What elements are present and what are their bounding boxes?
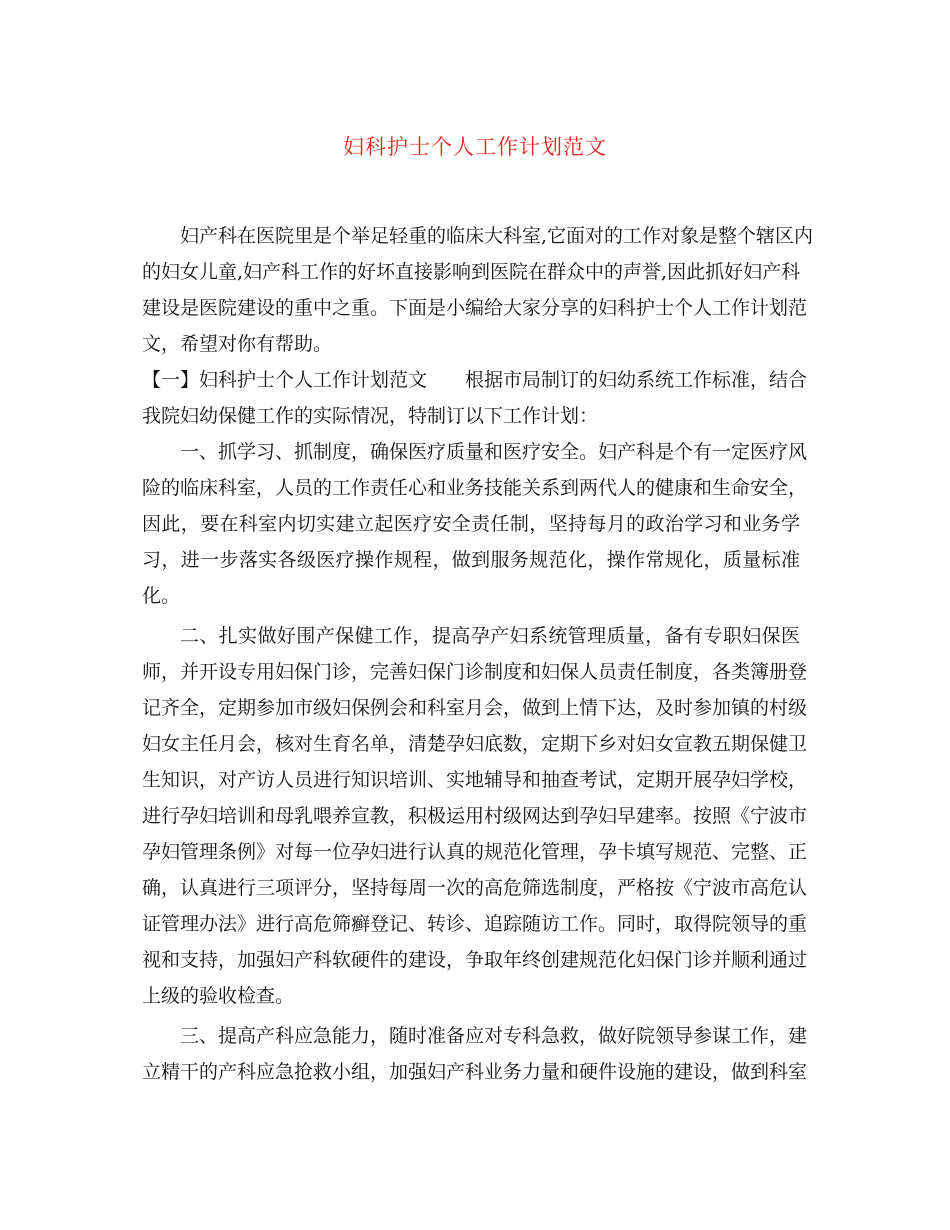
text-line: 二、扎实做好围产保健工作，提高孕产妇系统管理质量，备有专职妇保医 [180, 625, 800, 647]
text-line: 险的临床科室，人员的工作责任心和业务技能关系到两代人的健康和生命安全， [142, 477, 808, 499]
paragraph [142, 1018, 808, 1090]
text-line: 立精干的产科应急抢救小组，加强妇产科业务力量和硬件设施的建设，做到科室 [142, 1061, 808, 1083]
paragraph [142, 618, 808, 1014]
text-line: 习，进一步落实各级医疗操作规程，做到服务规范化，操作常规化，质量标准 [142, 549, 800, 571]
text-line: 确，认真进行三项评分，坚持每周一次的高危筛选制度，严格按《宁波市高危认 [142, 877, 808, 899]
paragraph [142, 362, 808, 434]
text-line: 进行孕妇培训和母乳喂养宣教，积极运用村级网达到孕妇早建率。按照《宁波市 [142, 805, 808, 827]
document-body [142, 218, 814, 1090]
text-line: 化。 [142, 585, 181, 607]
text-line: 的妇女儿童,妇产科工作的好坏直接影响到医院在群众中的声誉,因此抓好妇产科 [142, 261, 801, 283]
document-title: 妇科护士个人工作计划范文 [343, 135, 607, 159]
text-line: 生知识，对产访人员进行知识培训、实地辅导和抽查考试，定期开展孕妇学校， [142, 769, 808, 791]
text-line: 文，希望对你有帮助。 [142, 333, 333, 355]
text-line: 证管理办法》进行高危筛癣登记、转诊、追踪随访工作。同时，取得院领导的重 [142, 913, 808, 935]
text-line: 师，并开设专用妇保门诊，完善妇保门诊制度和妇保人员责任制度，各类簿册登 [142, 661, 808, 683]
text-line: 一、抓学习、抓制度，确保医疗质量和医疗安全。妇产科是个有一定医疗风 [180, 441, 808, 463]
text-line: 【一】妇科护士个人工作计划范文 根据市局制订的妇幼系统工作标准，结合 [142, 369, 808, 391]
text-line: 妇产科在医院里是个举足轻重的临床大科室,它面对的工作对象是整个辖区内 [180, 225, 814, 247]
text-line: 我院妇幼保健工作的实际情况，特制订以下工作计划： [142, 405, 599, 427]
paragraph [142, 218, 814, 362]
text-line: 孕妇管理条例》对每一位孕妇进行认真的规范化管理，孕卡填写规范、完整、正 [142, 841, 808, 863]
text-line: 因此，要在科室内切实建立起医疗安全责任制，坚持每月的政治学习和业务学 [142, 513, 800, 535]
text-line: 记齐全，定期参加市级妇保例会和科室月会，做到上情下达，及时参加镇的村级 [142, 697, 808, 719]
paragraph [142, 434, 808, 614]
text-line: 视和支持，加强妇产科软硬件的建设，争取年终创建规范化妇保门诊并顺利通过 [142, 949, 808, 971]
text-line: 三、提高产科应急能力，随时准备应对专科急救，做好院领导参谋工作，建 [180, 1025, 808, 1047]
text-line: 上级的验收检查。 [142, 985, 295, 1007]
text-line: 妇女主任月会，核对生育名单，清楚孕妇底数，定期下乡对妇女宣教五期保健卫 [142, 733, 808, 755]
text-line: 建设是医院建设的重中之重。下面是小编给大家分享的妇科护士个人工作计划范 [142, 297, 808, 319]
